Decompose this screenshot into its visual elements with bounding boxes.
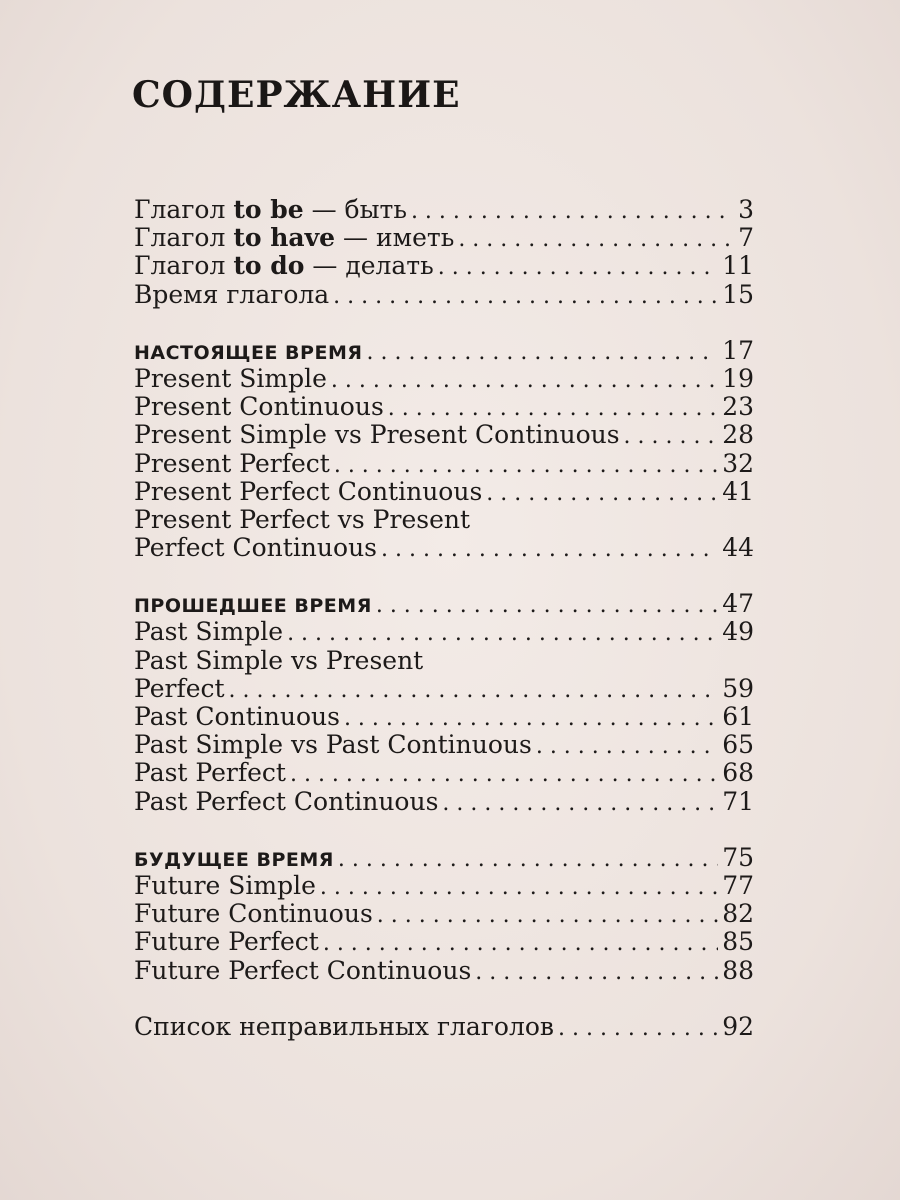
- toc-entry-label: Глагол to have — иметь: [134, 223, 455, 253]
- toc-entry[interactable]: [134, 252, 754, 280]
- section-heading[interactable]: ПРОШЕДШЕЕ ВРЕМЯ . . . 47: [134, 590, 754, 618]
- toc-page-number: 15: [722, 279, 754, 309]
- toc-entry-label: Future Simple: [134, 870, 316, 900]
- toc-entry-label: Past Continuous: [134, 702, 340, 731]
- toc-entry[interactable]: [134, 957, 754, 985]
- toc-entry[interactable]: [134, 365, 754, 393]
- toc-page-number: 32: [722, 448, 754, 478]
- dot-leader: [388, 395, 718, 423]
- dot-leader: [344, 705, 718, 733]
- toc-page-number: 17: [722, 335, 754, 365]
- dot-leader: [323, 930, 718, 958]
- dot-leader: [331, 367, 718, 395]
- toc-entry-irregular-verbs[interactable]: [134, 1013, 754, 1041]
- dot-leader: [320, 874, 718, 902]
- section-past: [134, 590, 754, 816]
- toc-page-number: 82: [722, 899, 754, 929]
- toc-page-number: 65: [722, 730, 754, 760]
- section-present: [134, 337, 754, 563]
- toc-page-number: 47: [722, 589, 754, 619]
- dot-leader: [438, 254, 718, 282]
- toc-entry-label: Future Perfect Continuous: [134, 955, 472, 985]
- toc-entry-label: Perfect Continuous: [134, 533, 377, 563]
- dot-leader: [290, 761, 718, 789]
- toc-entry[interactable]: [134, 731, 754, 759]
- dot-leader: [458, 226, 734, 254]
- toc-entry[interactable]: [134, 421, 754, 449]
- dot-leader: [229, 677, 719, 705]
- toc-entry[interactable]: [134, 788, 754, 816]
- section-heading[interactable]: НАСТОЯЩЕЕ ВРЕМЯ . . . 17: [134, 337, 754, 365]
- toc-entry-label: Время глагола: [134, 279, 330, 309]
- toc-entry-first-line[interactable]: Past Simple vs Present: [134, 645, 424, 675]
- toc-page-number: 68: [722, 758, 754, 788]
- dot-leader: [334, 452, 718, 480]
- toc-entry[interactable]: [134, 675, 754, 703]
- toc-entry-label: Present Continuous: [134, 392, 384, 422]
- toc-entry[interactable]: [134, 478, 754, 506]
- dot-leader: [376, 592, 718, 620]
- toc-page-number: 41: [722, 476, 754, 506]
- toc-page-number: 3: [738, 195, 754, 224]
- toc-page-number: 77: [722, 870, 754, 900]
- toc-entry-label: Present Perfect: [134, 448, 330, 478]
- toc-entry[interactable]: [134, 196, 754, 224]
- section-heading[interactable]: БУДУЩЕЕ ВРЕМЯ . . . 75: [134, 844, 754, 872]
- dot-leader: [558, 1015, 718, 1043]
- dot-leader: [442, 790, 718, 818]
- toc-entry-label: Past Perfect: [134, 758, 286, 788]
- toc-entry[interactable]: [134, 618, 754, 646]
- dot-leader: [411, 198, 734, 226]
- dot-leader: [381, 536, 718, 564]
- toc-entry[interactable]: [134, 393, 754, 421]
- toc-entry[interactable]: [134, 928, 754, 956]
- toc-page-number: 11: [722, 251, 754, 281]
- toc-page-number: 23: [722, 392, 754, 422]
- toc-entry-label: Past Simple: [134, 617, 284, 647]
- toc-entry[interactable]: [134, 281, 754, 309]
- dot-leader: [333, 283, 718, 311]
- toc-entry-label: Список неправильных глаголов: [134, 1011, 554, 1041]
- toc-entry-label: Present Perfect Continuous: [134, 476, 483, 506]
- toc-page-number: 44: [722, 533, 754, 563]
- toc-page-number: 19: [722, 363, 754, 393]
- toc-page-number: 49: [722, 617, 754, 647]
- toc-entry-label: Past Perfect Continuous: [134, 786, 439, 816]
- section-future: [134, 844, 754, 985]
- toc-page-number: 71: [722, 786, 754, 816]
- dot-leader: [475, 959, 718, 987]
- toc-page-number: 28: [722, 420, 754, 450]
- toc-entry[interactable]: [134, 900, 754, 928]
- toc-entry-label: Perfect: [134, 673, 225, 703]
- toc-entry-label: Future Continuous: [134, 899, 373, 929]
- toc-page-number: 85: [722, 927, 754, 957]
- toc-entry-label: Past Simple vs Past Continuous: [134, 730, 532, 760]
- dot-leader: [377, 902, 718, 930]
- toc-entry[interactable]: [134, 224, 754, 252]
- toc-entry-label: Глагол to be — быть: [134, 195, 407, 224]
- intro-group: [134, 196, 754, 309]
- toc-entry[interactable]: [134, 703, 754, 731]
- toc-page-number: 92: [722, 1011, 754, 1041]
- table-of-contents: [134, 196, 754, 1041]
- toc-entry-label: Present Simple: [134, 363, 327, 393]
- dot-leader: [624, 423, 719, 451]
- toc-page-number: 61: [722, 702, 754, 731]
- dot-leader: [366, 339, 718, 367]
- toc-entry[interactable]: [134, 872, 754, 900]
- toc-page-number: 59: [722, 673, 754, 703]
- toc-entry-label: Present Simple vs Present Continuous: [134, 420, 620, 450]
- page-title: СОДЕРЖАНИЕ: [132, 74, 461, 116]
- toc-entry[interactable]: [134, 450, 754, 478]
- dot-leader: [338, 846, 718, 874]
- toc-entry-first-line[interactable]: Present Perfect vs Present: [134, 504, 471, 534]
- toc-entry-label: Future Perfect: [134, 927, 319, 957]
- toc-page-number: 88: [722, 955, 754, 985]
- toc-entry[interactable]: [134, 534, 754, 562]
- dot-leader: [536, 733, 718, 761]
- dot-leader: [287, 620, 718, 648]
- toc-entry-label: Глагол to do — делать: [134, 251, 434, 281]
- toc-page-number: 7: [738, 223, 754, 253]
- dot-leader: [486, 480, 718, 508]
- toc-entry[interactable]: [134, 759, 754, 787]
- toc-page-number: 75: [722, 842, 754, 872]
